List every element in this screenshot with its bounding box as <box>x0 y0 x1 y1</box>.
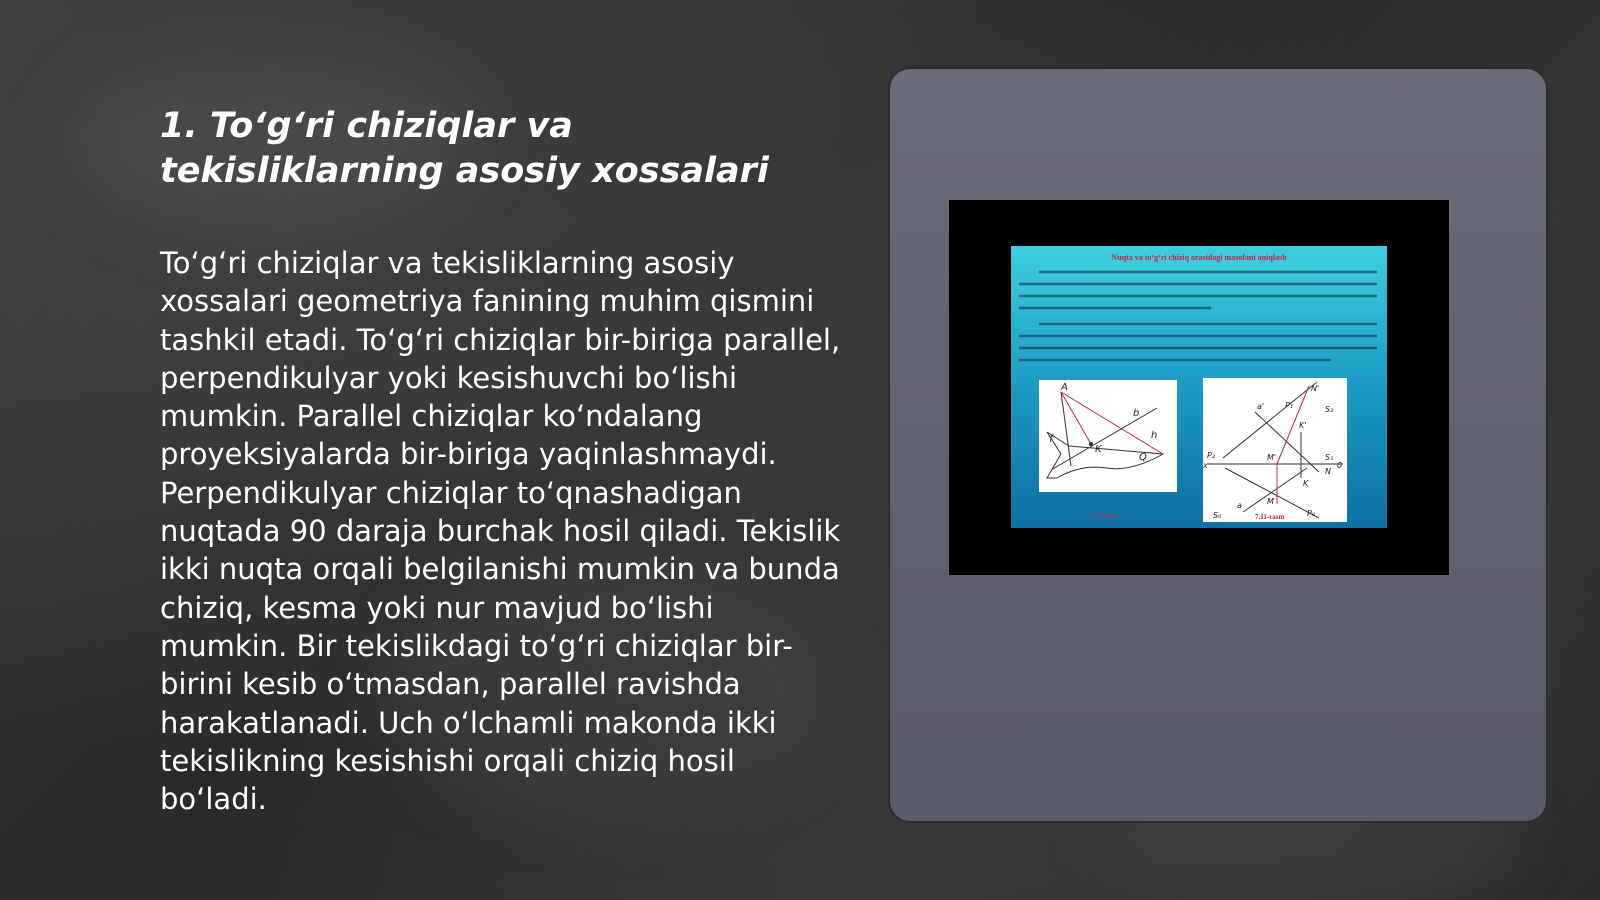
label: K <box>1095 444 1102 455</box>
label: N <box>1325 467 1331 476</box>
label: S₁ <box>1325 453 1334 462</box>
label: x <box>1203 461 1208 470</box>
label: P₂ <box>1207 451 1216 460</box>
figure-caption-right: 7.11-rasm <box>1255 513 1285 521</box>
label: b <box>1133 408 1140 419</box>
right-diagram <box>1202 378 1347 522</box>
label: M <box>1267 497 1274 506</box>
figure-caption-left: 7.10-rasm <box>1089 512 1118 520</box>
label: K <box>1303 479 1309 488</box>
label: A <box>1061 382 1068 393</box>
label: h <box>1151 430 1158 441</box>
label: P₁ <box>1285 401 1294 410</box>
label: Q <box>1139 452 1147 463</box>
label: S₀ <box>1213 511 1222 520</box>
slide-title: 1. To‘g‘ri chiziqlar va tekisliklarning asosiy xossalari <box>160 106 769 191</box>
label: K' <box>1299 421 1307 430</box>
label: a <box>1237 501 1242 510</box>
textbook-figure <box>1011 246 1387 528</box>
label: S₂ <box>1325 405 1334 414</box>
label: f <box>1049 434 1053 445</box>
figure-image <box>949 200 1449 575</box>
label: N' <box>1311 384 1320 393</box>
label: M' <box>1267 453 1277 462</box>
left-diagram <box>1039 380 1177 492</box>
slide-body-text: To‘g‘ri chiziqlar va tekisliklarning asosiy xossalari geometriya fanining muhim qismini tashkil etadi. To‘g‘ri chiziqlar bir-biriga parallel, perpendikulyar yoki kesishuvchi bo‘lishi mumkin. Parallel chiziqlar ko‘ndalang proyeksiyalarda bir-biriga yaqinlashmaydi. Perpendikulyar chiziqlar to‘qnashadigan nuqtada 90 daraja burchak hosil qiladi. Tekislik ikki nuqta orqali belgilanishi mumkin va bunda chiziq, kesma yoki nur mavjud bo‘lishi mumkin. Bir tekislikdagi to‘g‘ri chiziqlar bir-birini kesib o‘tmasdan, parallel ravishda harakatlanadi. Uch o‘lchamli makonda ikki tekislikning kesishishi orqali chiziq hosil bo‘ladi. <box>160 246 841 817</box>
label: a' <box>1257 402 1265 411</box>
label: 0 <box>1337 461 1343 470</box>
label: P₀ <box>1307 509 1316 518</box>
figure-heading: Nuqta va to‘g‘ri chiziq orasidagi masofani aniqlash <box>1111 253 1287 262</box>
